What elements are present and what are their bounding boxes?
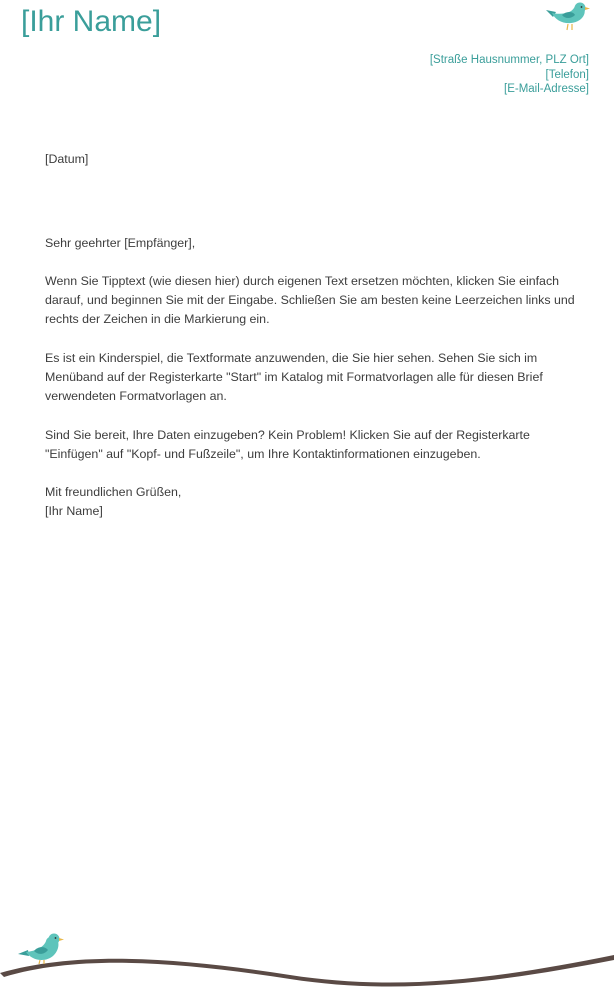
body-paragraph[interactable] [45,426,575,464]
body-paragraph[interactable] [45,349,575,405]
bird-icon [18,934,64,965]
closing-text[interactable]: Mit freundlichen Grüßen, [45,485,182,499]
closing-block [45,483,575,521]
branch-line [0,955,614,987]
phone-line[interactable]: [Telefon] [545,68,589,81]
paragraph-text: Sind Sie bereit, Ihre Daten einzugeben? Kein Problem! Klicken Sie auf der Registerkarte "Einfügen" auf "Kopf- und Fußzeile", um Ihre Kontaktinformationen einzugeben. [45,428,530,461]
address-line[interactable]: [Straße Hausnummer, PLZ Ort] [429,54,589,66]
salutation[interactable]: Sehr geehrter [Empfänger], [45,236,196,250]
date-field[interactable]: [Datum] [45,152,89,166]
paragraph-text: Es ist ein Kinderspiel, die Textformate anzuwenden, die Sie hier sehen. Sehen Sie sich im Menüband auf der Registerkarte "Start" im Katalog mit Formatvorlagen alle für diesen Brief verwendeten Formatvorlagen an. [45,351,543,403]
sender-name[interactable]: [Ihr Name] [21,5,162,38]
bird-icon [544,0,590,32]
contact-block [430,53,589,97]
paragraph-text: Wenn Sie Tipptext (wie diesen hier) durch eigenen Text ersetzen möchten, klicken Sie einfach darauf, und beginnen Sie mit der Eingabe. Schließen Sie am besten keine Leerzeichen links und rechts der Zeichen in die Markierung ein. [45,274,575,326]
signature-name[interactable]: [Ihr Name] [45,503,103,518]
body-paragraph[interactable] [45,272,575,328]
email-line[interactable]: [E-Mail-Adresse] [504,83,589,96]
branch-footer [0,920,614,990]
